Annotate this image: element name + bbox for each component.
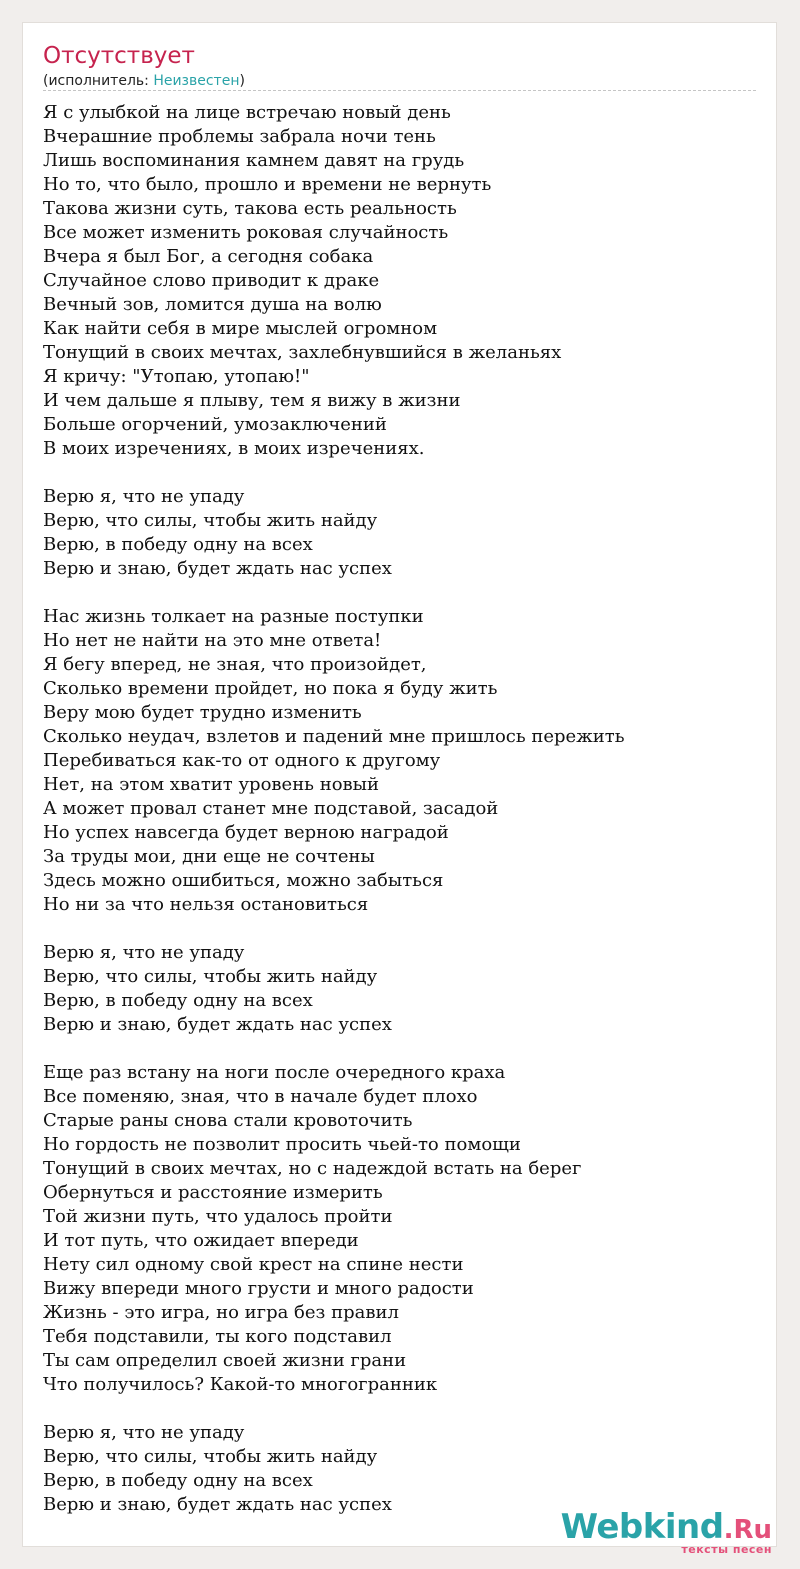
lyric-line: Что получилось? Какой-то многогранник [43,1374,438,1395]
lyric-line: Но гордость не позволит просить чьей-то помощи [43,1134,521,1155]
lyric-line: За труды мои, дни еще не сочтены [43,846,375,867]
lyric-line: Случайное слово приводит к драке [43,270,380,291]
lyric-line: Верю я, что не упаду [43,942,245,963]
lyric-line: Веру мою будет трудно изменить [43,702,362,723]
lyric-line: Верю, что силы, чтобы жить найду [43,1446,378,1467]
artist-prefix: (исполнитель: [43,73,154,89]
lyric-line: Обернуться и расстояние измерить [43,1182,383,1203]
lyric-line: И тот путь, что ожидает впереди [43,1230,359,1251]
lyric-line: Больше огорчений, умозаключений [43,414,387,435]
lyric-line: Здесь можно ошибиться, можно забыться [43,870,444,891]
lyric-line: Но нет не найти на это мне ответа! [43,630,382,651]
lyric-line: Верю я, что не упаду [43,486,245,507]
stanza-break [43,1397,758,1421]
stanza-break [43,461,758,485]
lyric-line: Жизнь - это игра, но игра без правил [43,1302,399,1323]
lyric-line: Но успех навсегда будет верною наградой [43,822,449,843]
lyric-line: Вчера я был Бог, а сегодня собака [43,246,374,267]
logo-wordmark: Webkind [560,1507,724,1547]
lyric-line: Все поменяю, зная, что в начале будет плохо [43,1086,478,1107]
lyric-line: Верю и знаю, будет ждать нас успех [43,1494,392,1515]
logo-domain: .Ru [723,1515,772,1545]
lyric-line: Сколько времени пройдет, но пока я буду жить [43,678,498,699]
lyric-line: Я кричу: "Утопаю, утопаю!" [43,366,310,387]
lyric-line: Тебя подставили, ты кого подставил [43,1326,392,1347]
stanza-break [43,581,758,605]
lyric-line: Лишь воспоминания камнем давят на грудь [43,150,465,171]
lyric-line: Как найти себя в мире мыслей огромном [43,318,438,339]
lyric-line: Я с улыбкой на лице встречаю новый день [43,102,451,123]
lyric-line: Нету сил одному свой крест на спине нести [43,1254,464,1275]
lyric-line: А может провал станет мне подставой, засадой [43,798,499,819]
lyric-line: Я бегу вперед, не зная, что произойдет, [43,654,427,675]
lyric-line: И чем дальше я плыву, тем я вижу в жизни [43,390,461,411]
lyrics-card [22,22,777,1547]
artist-line [43,71,245,91]
lyric-line: Вечный зов, ломится душа на волю [43,294,382,315]
lyric-line: Верю, в победу одну на всех [43,534,313,555]
lyric-line: Ты сам определил своей жизни грани [43,1350,407,1371]
title-divider [43,90,756,91]
song-title: Отсутствует [43,43,195,69]
lyric-line: Тонущий в своих мечтах, захлебнувшийся в желаньях [43,342,562,363]
lyric-line: Той жизни путь, что удалось пройти [43,1206,393,1227]
lyric-line: Верю я, что не упаду [43,1422,245,1443]
lyric-line: Нет, на этом хватит уровень новый [43,774,379,795]
lyric-line: В моих изречениях, в моих изречениях. [43,438,425,459]
lyric-line: Перебиваться как-то от одного к другому [43,750,441,771]
lyric-line: Но ни за что нельзя остановиться [43,894,369,915]
lyrics-text [43,101,758,1517]
lyric-line: Верю, что силы, чтобы жить найду [43,966,378,987]
lyric-line: Такова жизни суть, такова есть реальность [43,198,457,219]
lyric-line: Еще раз встану на ноги после очередного краха [43,1062,506,1083]
stanza-break [43,917,758,941]
lyric-line: Нас жизнь толкает на разные поступки [43,606,424,627]
logo-tagline: тексты песен [681,1543,772,1556]
lyric-line: Старые раны снова стали кровоточить [43,1110,413,1131]
lyric-line: Верю и знаю, будет ждать нас успех [43,558,392,579]
lyric-line: Верю, что силы, чтобы жить найду [43,510,378,531]
lyric-line: Сколько неудач, взлетов и падений мне пришлось пережить [43,726,625,747]
lyric-line: Но то, что было, прошло и времени не вернуть [43,174,492,195]
lyric-line: Вижу впереди много грусти и много радости [43,1278,474,1299]
lyric-line: Верю и знаю, будет ждать нас успех [43,1014,392,1035]
lyric-line: Вчерашние проблемы забрала ночи тень [43,126,436,147]
lyric-line: Тонущий в своих мечтах, но с надеждой встать на берег [43,1158,582,1179]
artist-suffix: ) [239,73,245,89]
artist-link[interactable]: Неизвестен [153,73,240,89]
site-logo[interactable] [560,1507,772,1556]
stanza-break [43,1037,758,1061]
lyric-line: Верю, в победу одну на всех [43,1470,313,1491]
lyric-line: Верю, в победу одну на всех [43,990,313,1011]
lyric-line: Все может изменить роковая случайность [43,222,449,243]
